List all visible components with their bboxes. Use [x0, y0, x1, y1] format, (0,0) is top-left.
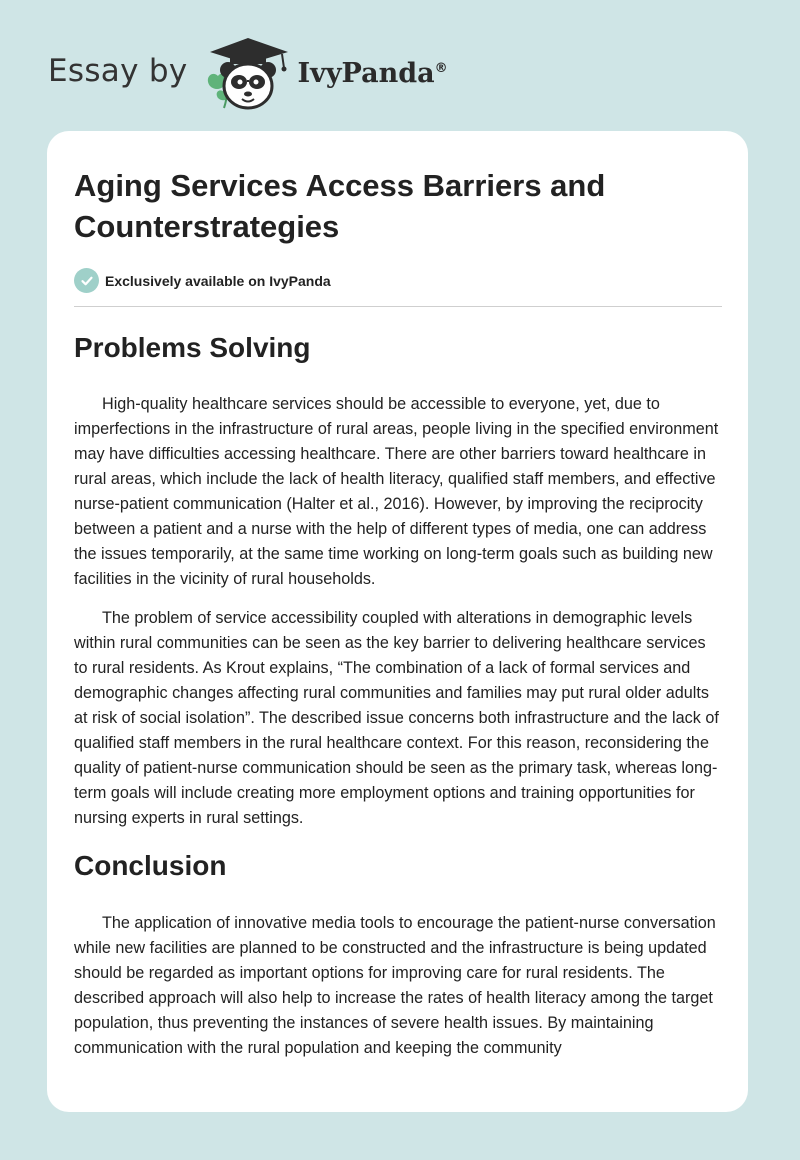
paragraph: The application of innovative media tools to encourage the patient-nurse conversation while new facilities are planned to be constructed and the infrastructure is being updated should be regarded as important options for improving care for rural residents. The described approach will also help to increase the rates of health literacy among the target population, thus preventing the instances of severe health issues. By maintaining communication with the rural population and keeping the community [74, 914, 716, 1057]
section-heading-problems: Problems Solving [74, 332, 311, 363]
essay-content [74, 131, 722, 1061]
divider [74, 306, 722, 307]
brand-prefix: Essay by [48, 53, 188, 89]
badge-text: Exclusively available on IvyPanda [105, 272, 331, 289]
paragraph: The problem of service accessibility coupled with alterations in demographic levels within rural communities can be seen as the key barrier to delivering healthcare services to rural residents. As Krout explains, “The combination of a lack of formal services and demographic changes affecting rural communities and families may put rural older adults at risk of social isolation”. The described issue concerns both infrastructure and the lack of qualified staff members in the rural healthcare context. For this reason, reconsidering the quality of patient-nurse communication should be seen as the primary task, whereas long-term goals will include creating more employment options and training opportunities for nursing experts in rural settings. [74, 609, 719, 827]
paragraph: High-quality healthcare services should be accessible to everyone, yet, due to imperfections in the infrastructure of rural areas, people living in the specified environment may have difficulties accessing healthcare. There are other barriers toward healthcare in rural areas, which include the lack of health literacy, qualified staff members, and effective nurse-patient communication (Halter et al., 2016). However, by improving the reciprocity between a patient and a nurse with the help of different types of media, one can address the issues temporarily, at the same time working on long-term goals such as building new facilities in the vicinity of rural households. [74, 395, 719, 588]
brand-header[interactable] [48, 34, 448, 114]
essay-card [47, 131, 748, 1112]
exclusive-badge [74, 268, 722, 293]
section-heading-conclusion: Conclusion [74, 850, 227, 881]
panda-logo-icon [202, 34, 294, 114]
brand-name: IvyPanda® [297, 57, 448, 89]
essay-title: Aging Services Access Barriers and Counterstrategies [74, 168, 606, 244]
registered-mark: ® [434, 60, 448, 76]
check-icon [74, 268, 99, 293]
